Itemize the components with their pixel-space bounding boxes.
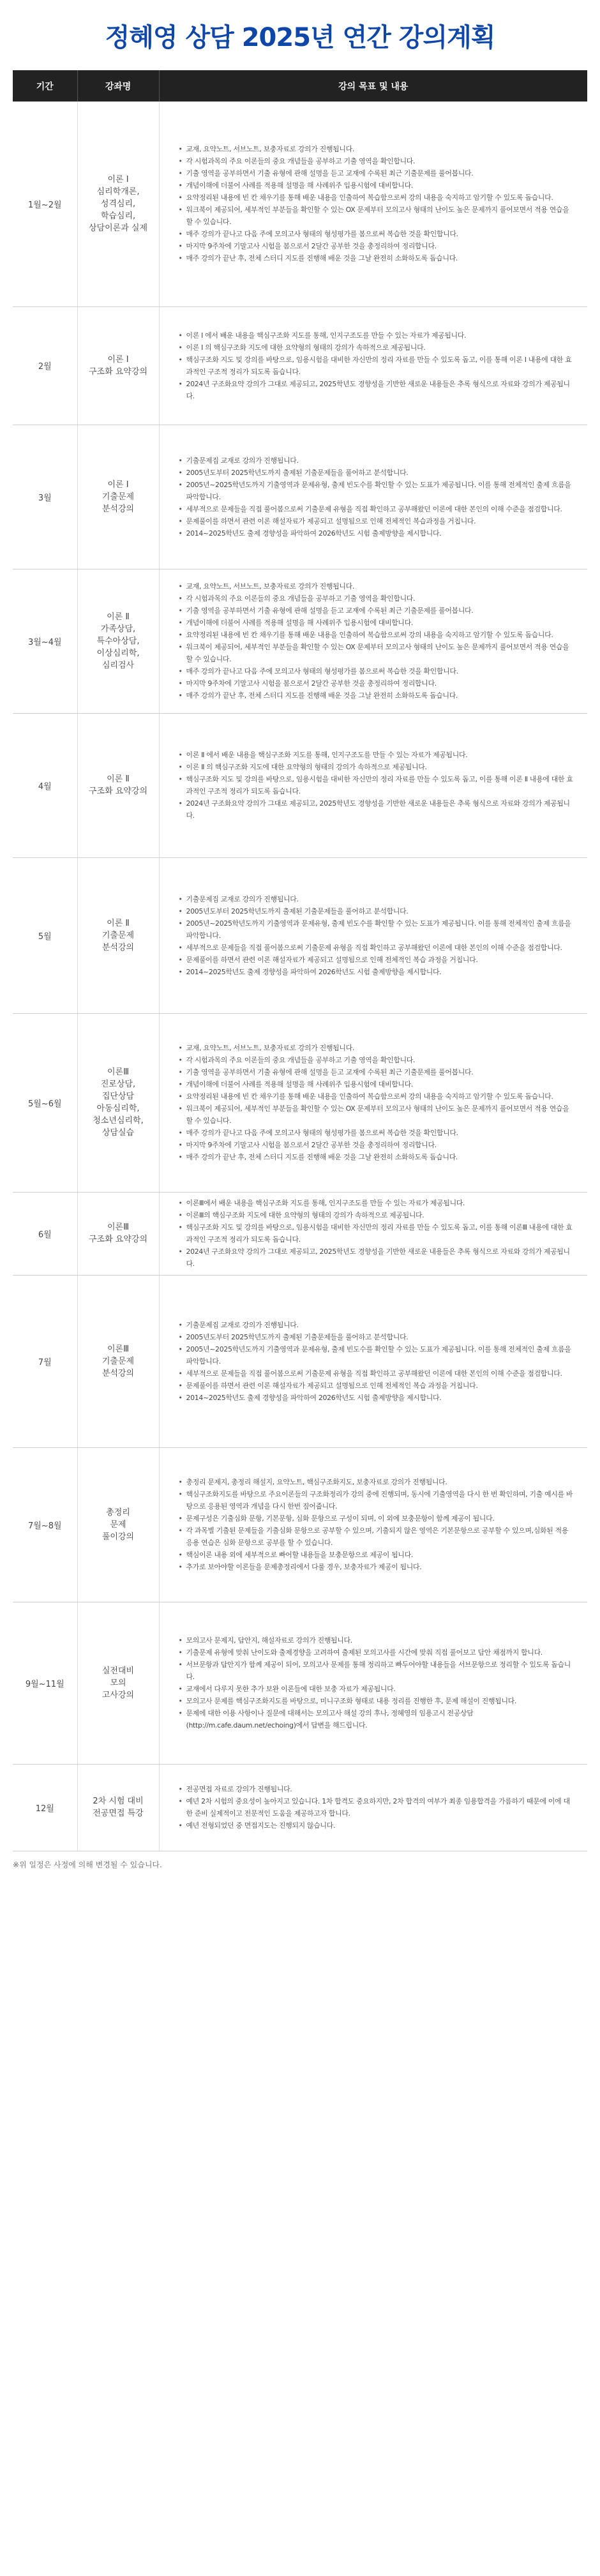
course-cell [77, 1192, 159, 1275]
goal-item: • 이론 Ⅰ 에서 배운 내용을 핵심구조화 지도를 통해, 인지구조도를 만들 수 있는 자료가 제공됩니다. [186, 329, 574, 342]
course-name-line: 이론 Ⅱ [107, 774, 130, 784]
course-cell [77, 102, 159, 306]
course-name-line: 총정리 [106, 1507, 130, 1518]
goals-list [177, 893, 574, 978]
course-cell [77, 857, 159, 1013]
goal-item: • 기출 영역을 공부하면서 기출 유형에 관해 설명을 듣고 교재에 수록된 최근 기출문제를 풀어봅니다. [186, 1066, 574, 1078]
goal-item: • 이론 Ⅱ 의 핵심구조화 지도에 대한 요약형의 형태의 강의가 속하적으로 제공됩니다. [186, 761, 574, 773]
course-name-line: 이상심리학, [96, 648, 140, 658]
period-cell: 3월 [13, 425, 77, 569]
goal-item: • 문제풀이를 하면서 관련 이론 해설자료가 제공되고 설명됨으로 인해 전체적인 복습 과정을 거칩니다. [186, 1380, 574, 1392]
table-row [13, 1013, 587, 1192]
course-cell [77, 1764, 159, 1851]
goal-item: • 예년 2차 시험의 중요성이 높아지고 있습니다. 1차 합격도 중요하지만, 2차 합격의 여부가 최종 임용합격을 가름하기 때문에 이에 대한 준비 실제적이고 전문적인 도움을 제공하고자 합니다. [186, 1795, 574, 1819]
goals-cell [159, 1192, 587, 1275]
course-name-line: 문제 [110, 1519, 126, 1530]
footnote: ※위 일정은 사정에 의해 변경될 수 있습니다. [13, 1860, 162, 1869]
goal-item: • 모의고사 문제를 핵심구조화지도를 바탕으로, 미니구조화 형태로 내용 정리를 진행한 후, 문제 해설이 진행됩니다. [186, 1695, 574, 1707]
goals-list [177, 455, 574, 539]
course-name-line: 상담이론과 실제 [88, 223, 148, 233]
goal-item: • 각 시험과목의 주요 이론들의 중요 개념들을 공부하고 기출 영역을 확인합니다. [186, 1054, 574, 1066]
header-course: 강좌명 [77, 70, 159, 102]
goal-item: • 교재, 요약노트, 서브노트, 보충자료로 강의가 진행됩니다. [186, 1042, 574, 1054]
table-row [13, 713, 587, 857]
goal-item: • 매주 강의가 끝나고 다음 주에 모의고사 형태의 형성평가를 봄으로써 복습한 것을 확인합니다. [186, 665, 574, 677]
goal-item: • 세부적으로 문제들을 직접 풀어봄으로써 기출문제 유형을 직접 확인하고 공부해왔던 이론에 대한 본인의 이해 수준을 점검합니다. [186, 1367, 574, 1380]
goals-list [177, 749, 574, 822]
goal-item: • 각 시험과목의 주요 이론들의 중요 개념들을 공부하고 기출 영역을 확인합니다. [186, 155, 574, 167]
table-row [13, 1275, 587, 1447]
goal-item: • 2024년 구조화요약 강의가 그대로 제공되고, 2025학년도 경향성을 기반한 새로운 내용들은 추록 형식으로 자료와 강의가 제공됩니다. [186, 797, 574, 822]
goal-item: • 기출문제집 교재로 강의가 진행됩니다. [186, 893, 574, 905]
goals-list [177, 1319, 574, 1404]
goals-cell [159, 569, 587, 713]
table-row [13, 1602, 587, 1764]
lecture-plan-table [13, 70, 587, 1851]
goal-item: • 요약정리된 내용에 빈 칸 채우기를 통해 배운 내용을 인출하여 복습함으로써 강의 내용을 숙지하고 암기할 수 있도록 돕습니다. [186, 629, 574, 641]
goal-item: • 매주 강의가 끝나고 다음 주에 모의고사 형태의 형성평가를 봄으로써 복습한 것을 확인합니다. [186, 228, 574, 240]
goal-item: • 개념이해에 더불어 사례를 적용해 설명을 해 사례위주 입용시험에 대비합니다. [186, 179, 574, 192]
course-name-line: 구조화 요약강의 [88, 787, 148, 796]
course-name-line: 모의 [110, 1678, 126, 1688]
goal-item: • 교재, 요약노트, 서브노트, 보충자료로 강의가 진행됩니다. [186, 143, 574, 155]
goals-list [177, 580, 574, 702]
course-name-line: 분석강의 [101, 504, 135, 514]
goal-item: • 2005년~2025학년도까지 기출영역과 문제유형, 출제 빈도수를 확인할 수 있는 도표가 제공됩니다. 이를 통해 전체적인 출제 흐름을 파악합니다. [186, 479, 574, 503]
goal-item: • 교재, 요약노트, 서브노트, 보충자료로 강의가 진행됩니다. [186, 580, 574, 592]
goals-cell [159, 1447, 587, 1602]
course-cell [77, 1447, 159, 1602]
course-cell [77, 713, 159, 857]
goals-list [177, 1197, 574, 1270]
course-name-line: 이론 Ⅱ [107, 612, 130, 622]
goal-item: • 워크북이 제공되어, 세부적인 부분들을 확인할 수 있는 OX 문제부터 모의고사 형태의 난이도 높은 문제까지 풀어보면서 적용 연습을 할 수 있습니다. [186, 1103, 574, 1127]
goal-item: • 이론 Ⅰ 의 핵심구조화 지도에 대한 요약형의 형태의 강의가 속하적으로 제공됩니다. [186, 342, 574, 354]
goal-item: • 핵심구조화지도를 바탕으로 주요이론들의 구조화정리가 강의 중에 진행되며, 동시에 기출영역을 다시 한 번 확인하며, 기출 예시를 바탕으로 응용된 영역과 개념을 다시 한번 짚어줍니다. [186, 1488, 574, 1512]
table-row [13, 1192, 587, 1275]
goal-item: • 서브문항과 답안지가 함께 제공이 되어, 모의고사 문제를 통해 정리하고 빠두어야할 내용들을 서브문항으로 정리할 수 있도록 돕습니다. [186, 1659, 574, 1683]
table-row [13, 857, 587, 1013]
period-cell: 2월 [13, 306, 77, 425]
period-cell: 5월~6월 [13, 1013, 77, 1192]
period-cell: 7월 [13, 1275, 77, 1447]
header-goals: 강의 목표 및 내용 [159, 70, 587, 102]
course-cell [77, 569, 159, 713]
goals-cell [159, 1275, 587, 1447]
period-cell: 12월 [13, 1764, 77, 1851]
goal-item: • 2005년도부터 2025학년도까지 출제된 기출문제들을 풀어하고 분석합니다. [186, 905, 574, 917]
course-name-line: 이론 Ⅰ [107, 174, 129, 185]
period-cell: 4월 [13, 713, 77, 857]
course-cell [77, 1013, 159, 1192]
course-name-line: 구조화 요약강의 [88, 1235, 148, 1244]
goal-item: • 2024년 구조화요약 강의가 그대로 제공되고, 2025학년도 경향성을 기반한 새로운 내용들은 추록 형식으로 자료와 강의가 제공됩니다. [186, 1246, 574, 1270]
goal-item: • 2005년~2025학년도까지 기출영역과 문제유형, 출제 빈도수를 확인할 수 있는 도표가 제공됩니다. 이를 통해 전체적인 출제 흐름을 파악합니다. [186, 917, 574, 942]
goal-item: • 기출 영역을 공부하면서 기출 유형에 관해 설명을 듣고 교재에 수록된 최근 기출문제를 풀어봅니다. [186, 605, 574, 617]
goal-item: • 기출 영역을 공부하면서 기출 유형에 관해 설명을 듣고 교재에 수록된 최근 기출문제를 풀어봅니다. [186, 167, 574, 179]
course-name-line: 2차 시험 대비 [93, 1796, 144, 1806]
goal-item: • 2014~2025학년도 출제 경향성을 파악하여 2026학년도 시험 출제방향을 제시합니다. [186, 966, 574, 978]
goal-item: • 2005년도부터 2025학년도까지 출제된 기출문제들을 풀어하고 분석합니다. [186, 1331, 574, 1343]
goals-cell [159, 1764, 587, 1851]
goal-item: • 문제풀이를 하면서 관련 이론 해설자료가 제공되고 설명됨으로 인해 전체적인 복습과정을 거칩니다. [186, 515, 574, 527]
goal-item: • 각 과목별 기출된 문제들을 기출심화 문항으로 공부할 수 있으며, 기출되지 않은 영역은 기본문항으로 공부할 수 있으며,심화된 적용 응용 연습은 심화 문항으로 공부를 할 수 있습니다. [186, 1525, 574, 1549]
course-name-line: 이론 Ⅰ [107, 354, 129, 365]
period-cell: 9월~11월 [13, 1602, 77, 1764]
course-name-line: 심리학개론, [96, 186, 140, 197]
goals-list [177, 329, 574, 402]
goal-item: • 매주 강의가 끝난 후, 전체 스터디 지도를 진행해 배운 것을 그날 완전히 소화하도록 돕습니다. [186, 252, 574, 264]
table-row [13, 425, 587, 569]
goals-cell [159, 425, 587, 569]
goal-item: • 총정리 문제지, 총정리 해설지, 요약노트, 핵심구조화지도, 보충자료로 강의가 진행됩니다. [186, 1476, 574, 1488]
course-name-line: 기출문제 [101, 930, 135, 940]
course-name-line: 이론Ⅲ [107, 1223, 130, 1232]
course-name-line: 구조화 요약강의 [88, 366, 148, 377]
course-name-line: 아동심리학, [96, 1104, 140, 1113]
goals-list [177, 143, 574, 264]
goal-item: • 이론Ⅲ에서 배운 내용을 핵심구조화 지도를 통해, 인지구조도를 만들 수 있는 자료가 제공됩니다. [186, 1197, 574, 1209]
goal-item: • 핵심이론 내용 외에 세부적으로 빠어할 내용들을 보충문항으로 제공이 됩니다. [186, 1549, 574, 1561]
goals-list [177, 1634, 574, 1731]
goal-item: • 전공면접 자료로 강의가 진행됩니다. [186, 1783, 574, 1795]
goal-item: • 각 시험과목의 주요 이론들의 중요 개념들을 공부하고 기출 영역을 확인합니다. [186, 592, 574, 605]
goals-cell [159, 1013, 587, 1192]
goals-list [177, 1783, 574, 1832]
goal-item: • 마지막 9주차에 기말고사 시험을 봄으로서 2달간 공부한 것을 총정리하여 정리합니다. [186, 677, 574, 689]
goal-item: • 2014~2025학년도 출제 경향성을 파악하여 2026학년도 시험 출제방향을 제시합니다. [186, 1392, 574, 1404]
course-name-line: 실전대비 [101, 1666, 135, 1676]
course-name-line: 풀이강의 [101, 1532, 135, 1542]
table-header-row [13, 70, 587, 102]
goal-item: • 기출문제집 교재로 강의가 진행됩니다. [186, 1319, 574, 1331]
goal-item: • 요약정리된 내용에 빈 칸 채우기를 통해 배운 내용을 인출하여 복습함으로써 강의 내용을 숙지하고 암기할 수 있도록 돕습니다. [186, 1090, 574, 1103]
goal-item: • 개념이해에 더불어 사례를 적용해 설명을 해 사례위주 입용시험에 대비합니다. [186, 617, 574, 629]
table-row [13, 1764, 587, 1851]
goal-item: • 문제에 대한 이용 사항이나 질문에 대해서는 모의고사 해설 강의 후나, 정혜영의 임용고시 전공상담(http://m.cafe.daum.net/echoing)에서 답변을 해드립니다. [186, 1707, 574, 1731]
course-cell [77, 1275, 159, 1447]
course-name-line: 가족상담, [100, 624, 136, 634]
course-name-line: 이론Ⅲ [107, 1344, 130, 1354]
goal-item: • 핵심구조화 지도 및 강의를 바탕으로, 임용시험을 대비한 자신만의 정리 자료를 만들 수 있도록 돕고, 이를 통해 이론Ⅲ 내용에 대한 효과적인 구조적 정리가 되도록 돕습니다. [186, 1221, 574, 1246]
course-name-line: 분석강의 [101, 1368, 135, 1378]
course-name-line: 기출문제 [101, 1356, 135, 1366]
goal-item: • 세부적으로 문제들을 직접 풀어봄으로써 기출문제 유형을 직접 확인하고 공부해왔던 이론에 대한 본인의 이해 수준을 점검합니다. [186, 503, 574, 515]
course-name-line: 특수아상담, [96, 636, 140, 646]
goal-item: • 매주 강의가 끝난 후, 전체 스터디 지도를 진행해 배운 것을 그날 완전히 소화하도록 돕습니다. [186, 1151, 574, 1163]
table-body [13, 102, 587, 1851]
goal-item: • 마지막 9주차에 기말고사 시험을 봄으로서 2달간 공부한 것을 총정리하여 정리합니다. [186, 1139, 574, 1151]
period-cell: 1월~2월 [13, 102, 77, 306]
goals-cell [159, 102, 587, 306]
course-name-line: 이론Ⅲ [107, 1067, 130, 1077]
goal-item: • 교재에서 다루지 못한 추가 보완 이론들에 대한 보충 자료가 제공됩니다. [186, 1683, 574, 1695]
goals-cell [159, 1602, 587, 1764]
table-row [13, 102, 587, 306]
goals-cell [159, 306, 587, 425]
goal-item: • 예년 전형되었던 중 면접지도는 진행되지 않습니다. [186, 1819, 574, 1832]
goal-item: • 개념이해에 더불어 사례를 적용해 설명을 해 사례위주 입용시험에 대비합니다. [186, 1078, 574, 1090]
table-row [13, 569, 587, 713]
table-header [13, 70, 587, 102]
goal-item: • 추가로 보아야할 이론들을 문제총정리에서 다룰 경우, 보충자료가 제공이 됩니다. [186, 1561, 574, 1573]
course-name-line: 성격심리, [100, 199, 136, 209]
goal-item: • 문제구성은 기출심화 문항, 기본문항, 심화 문항으로 구성이 되며, 이 외에 보충문항이 함께 제공이 됩니다. [186, 1512, 574, 1525]
goal-item: • 문제풀이를 하면서 관련 이론 해설자료가 제공되고 설명됨으로 인해 전체적인 복습 과정을 거칩니다. [186, 954, 574, 966]
course-name-line: 상담실습 [101, 1128, 135, 1138]
course-name-line: 학습심리, [100, 211, 136, 221]
goals-cell [159, 857, 587, 1013]
header-period: 기간 [13, 70, 77, 102]
goal-item: • 매주 강의가 끝난 후, 전체 스터디 지도를 진행해 배운 것을 그날 완전히 소화하도록 돕습니다. [186, 689, 574, 702]
goal-item: • 세부적으로 문제들을 직접 풀어봄으로써 기출문제 유형을 직접 확인하고 공부해왔던 이론에 대한 본인의 이해 수준을 점검합니다. [186, 942, 574, 954]
goal-item: • 이론Ⅲ의 핵심구조화 지도에 대한 요약형의 형태의 강의가 속하적으로 제공됩니다. [186, 1209, 574, 1221]
page-title: 정혜영 상담 2025년 연간 강의계획 [105, 22, 495, 52]
course-cell [77, 425, 159, 569]
course-cell [77, 1602, 159, 1764]
goal-item: • 핵심구조화 지도 및 강의를 바탕으로, 임용시험을 대비한 자신만의 정리 자료를 만들 수 있도록 돕고, 이를 통해 이론 Ⅱ 내용에 대한 효과적인 구조적 정리가 되도록 돕습니다. [186, 773, 574, 797]
period-cell: 5월 [13, 857, 77, 1013]
goal-item: • 2005년도부터 2025학년도까지 출제된 기출문제들을 풀어하고 분석합니다. [186, 467, 574, 479]
course-name-line: 집단상담 [101, 1092, 135, 1101]
goal-item: • 워크북이 제공되어, 세부적인 부분들을 확인할 수 있는 OX 문제부터 모의고사 형태의 난이도 높은 문제까지 풀어보면서 적용 연습을 할 수 있습니다. [186, 641, 574, 665]
period-cell: 3월~4월 [13, 569, 77, 713]
goals-list [177, 1042, 574, 1163]
goal-item: • 이론 Ⅱ 에서 배운 내용을 핵심구조화 지도를 통해, 인지구조도를 만들 수 있는 자료가 제공됩니다. [186, 749, 574, 761]
goal-item: • 모의고사 문제지, 답안지, 해설자료로 강의가 진행됩니다. [186, 1634, 574, 1646]
goal-item: • 기출문제집 교재로 강의가 진행됩니다. [186, 455, 574, 467]
table-row [13, 1447, 587, 1602]
period-cell: 7월~8월 [13, 1447, 77, 1602]
course-name-line: 전공면접 특강 [93, 1809, 144, 1818]
goals-list [177, 1476, 574, 1573]
course-name-line: 진로상담, [100, 1080, 136, 1089]
table-row [13, 306, 587, 425]
goal-item: • 핵심구조화 지도 및 강의를 바탕으로, 임용시험을 대비한 자신만의 정리 자료를 만들 수 있도록 돕고, 이를 통해 이론 Ⅰ 내용에 대한 효과적인 구조적 정리가 되도록 돕습니다. [186, 354, 574, 378]
course-name-line: 기출문제 [101, 492, 135, 502]
course-name-line: 이론 Ⅱ [107, 918, 130, 928]
goal-item: • 마지막 9주차에 기말고사 시험을 봄으로서 2달간 공부한 것을 총정리하여 정리합니다. [186, 240, 574, 252]
course-cell [77, 306, 159, 425]
goal-item: • 기출문제 유형에 맞춰 난이도와 출제경향을 고려하여 출제된 모의고사를 시간에 맞춰 직접 풀어보고 답안 채점까지 합니다. [186, 1646, 574, 1659]
goal-item: • 2014~2025학년도 출제 경향성을 파악하여 2026학년도 시험 출제방향을 제시합니다. [186, 527, 574, 539]
course-name-line: 고사강의 [101, 1690, 135, 1700]
course-name-line: 분석강의 [101, 942, 135, 953]
goal-item: • 워크북이 제공되어, 세부적인 부분들을 확인할 수 있는 OX 문제부터 모의고사 형태의 난이도 높은 문제까지 풀어보면서 적용 연습을 할 수 있습니다. [186, 204, 574, 228]
goal-item: • 요약정리된 내용에 빈 칸 채우기를 통해 배운 내용을 인출하여 복습함으로써 강의 내용을 숙지하고 암기할 수 있도록 돕습니다. [186, 192, 574, 204]
goals-cell [159, 713, 587, 857]
period-cell: 6월 [13, 1192, 77, 1275]
goal-item: • 매주 강의가 끝나고 다음 주에 모의고사 형태의 형성평가를 봄으로써 복습한 것을 확인합니다. [186, 1127, 574, 1139]
goal-item: • 2024년 구조화요약 강의가 그대로 제공되고, 2025학년도 경향성을 기반한 새로운 내용들은 추록 형식으로 자료와 강의가 제공됩니다. [186, 378, 574, 402]
course-name-line: 이론 Ⅰ [107, 479, 129, 490]
course-name-line: 청소년심리학, [93, 1116, 144, 1126]
goal-item: • 2005년~2025학년도까지 기출영역과 문제유형, 출제 빈도수를 확인할 수 있는 도표가 제공됩니다. 이를 통해 전체적인 출제 흐름을 파악합니다. [186, 1343, 574, 1367]
course-name-line: 심리검사 [101, 660, 135, 670]
